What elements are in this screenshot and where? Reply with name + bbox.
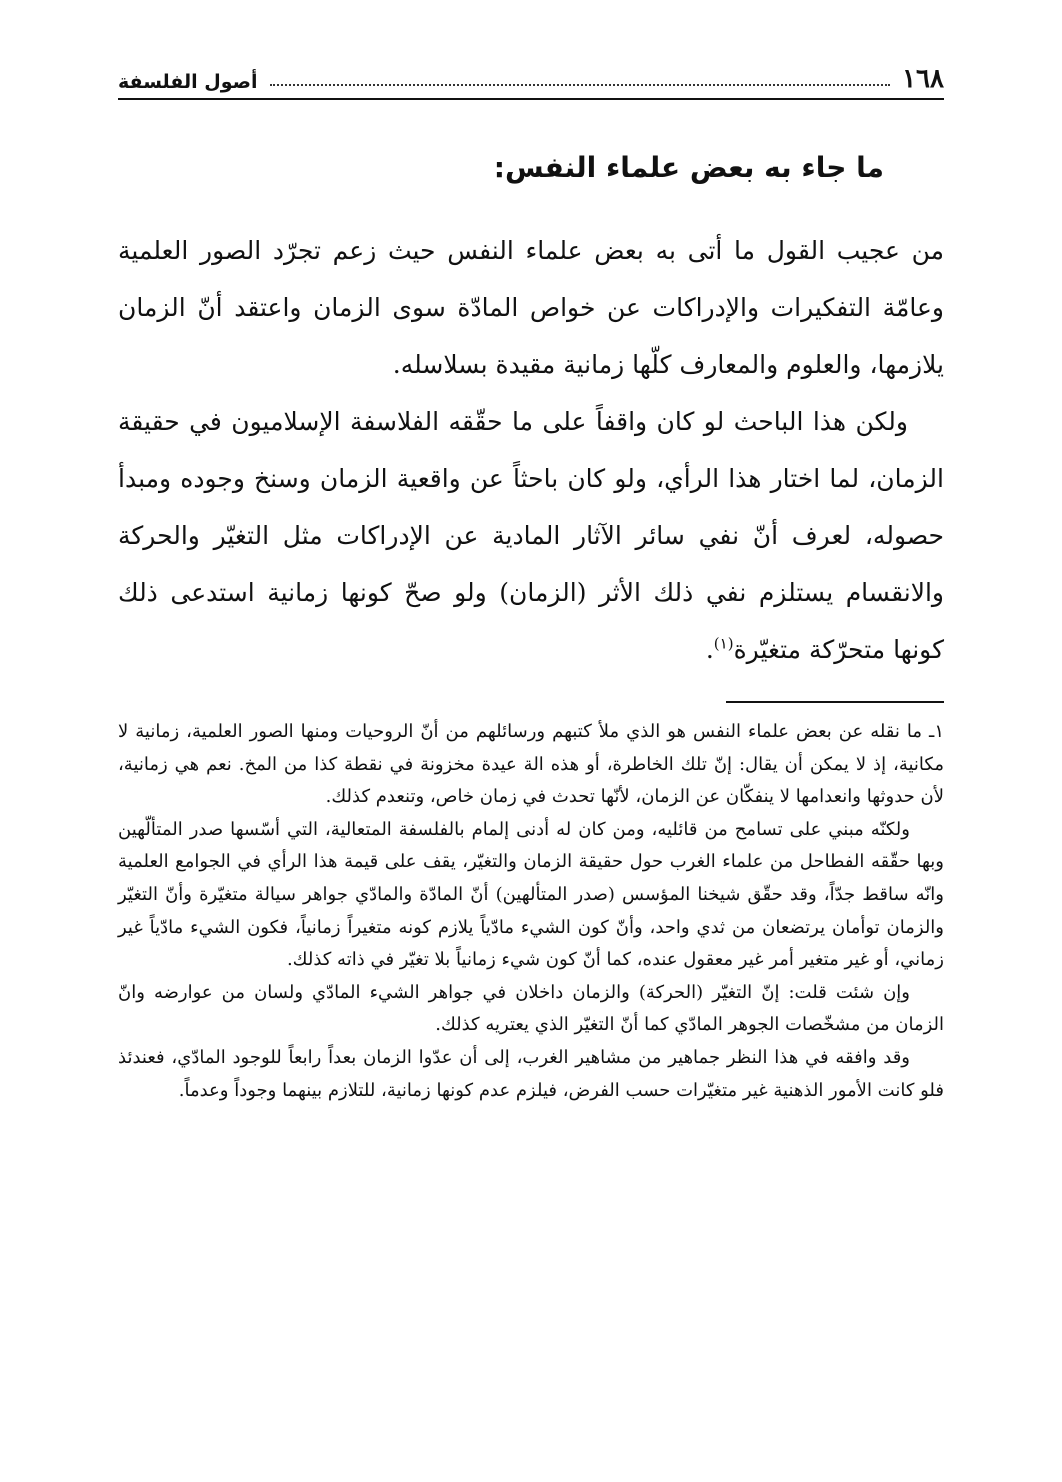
main-text bbox=[118, 222, 944, 678]
footnote-separator bbox=[726, 701, 944, 703]
page-number: ١٦٨ bbox=[902, 64, 944, 94]
footnote-paragraph: وإن شئت قلت: إنّ التغيّر (الحركة) والزمان داخلان في جواهر الشيء المادّي ولسان من عوارضه وانّ الزمان من مشخّصات الجوهر المادّي كما أنّ التغيّر الذي يعتريه كذلك. bbox=[118, 981, 944, 1036]
body-paragraph: من عجيب القول ما أتى به بعض علماء النفس حيث زعم تجرّد الصور العلمية وعامّة التفكيرات والإدراكات عن خواص المادّة سوى الزمان واعتقد أنّ الزمان يلازمها، والعلوم والمعارف كلّها زمانية مقيدة بسلاسله. bbox=[118, 236, 944, 379]
end-punctuation: . bbox=[705, 635, 714, 664]
section-heading: ما جاء به بعض علماء النفس: bbox=[493, 151, 884, 184]
body-paragraph-text: ولكن هذا الباحث لو كان واقفاً على ما حقّقه الفلاسفة الإسلاميون في حقيقة الزمان، لما اختار هذا الرأي، ولو كان باحثاً عن واقعية الزمان وسنخ وجوده ومبدأ حصوله، لعرف أنّ نفي سائر الآثار المادية عن الإدراكات مثل التغيّر والحركة والانقسام يستلزم نفي ذلك الأثر (الزمان) ولو صحّ كونها زمانية استدعى ذلك كونها متحرّكة متغيّرة bbox=[118, 407, 944, 664]
footnotes bbox=[118, 716, 944, 1107]
body-paragraph bbox=[118, 393, 944, 678]
footnote-paragraph: ولكنّه مبني على تسامح من قائليه، ومن كان له أدنى إلمام بالفلسفة المتعالية، التي أسّسها صدر المتألّهين وبها حقّقه الفطاحل من علماء الغرب حول حقيقة الزمان والتغيّر، يقف على قيمة هذا الرأي في الجوامع العلمية وانّه ساقط جدّاً، وقد حقّق شيخنا المؤسس (صدر المتألهين) أنّ المادّة والمادّي جواهر سيالة متغيّرة وأنّ التغيّر والزمان توأمان يرتضعان من ثدي واحد، وأنّ كون الشيء مادّياً يلازم كونه متغيراً زمانياً، فكون الشيء مادّياً غير زماني، أو غير متغير أمر غير معقول عنده، كما أنّ كون شيء زمانياً بلا تغيّر في ذاته كذلك. bbox=[118, 818, 944, 971]
running-header bbox=[118, 52, 944, 92]
book-title: أصول الفلسفة bbox=[118, 71, 258, 93]
footnote-reference[interactable]: (١) bbox=[713, 634, 734, 653]
footnote-paragraph: وقد وافقه في هذا النظر جماهير من مشاهير الغرب، إلى أن عدّوا الزمان بعداً رابعاً للوجود المادّي، فعندئذ فلو كانت الأمور الذهنية غير متغيّرات حسب الفرض، فيلزم عدم كونها زمانية، للتلازم بينهما وجوداً وعدماً. bbox=[118, 1046, 944, 1101]
header-rule bbox=[118, 98, 944, 100]
footnote-paragraph: ١ـ ما نقله عن بعض علماء النفس هو الذي ملأ كتبهم ورسائلهم من أنّ الروحيات ومنها الصور العلمية، زمانية لا مكانية، إذ لا يمكن أن يقال: إنّ تلك الخاطرة، أو هذه الة عيدة مخزونة في نقطة كذا من المخ. نعم هي زمانية، لأن حدوثها وانعدامها لا ينفكّان عن الزمان، لأنّها تحدث في زمان خاص، وتنعدم كذلك. bbox=[118, 721, 944, 808]
header-dot-leader bbox=[270, 84, 891, 86]
